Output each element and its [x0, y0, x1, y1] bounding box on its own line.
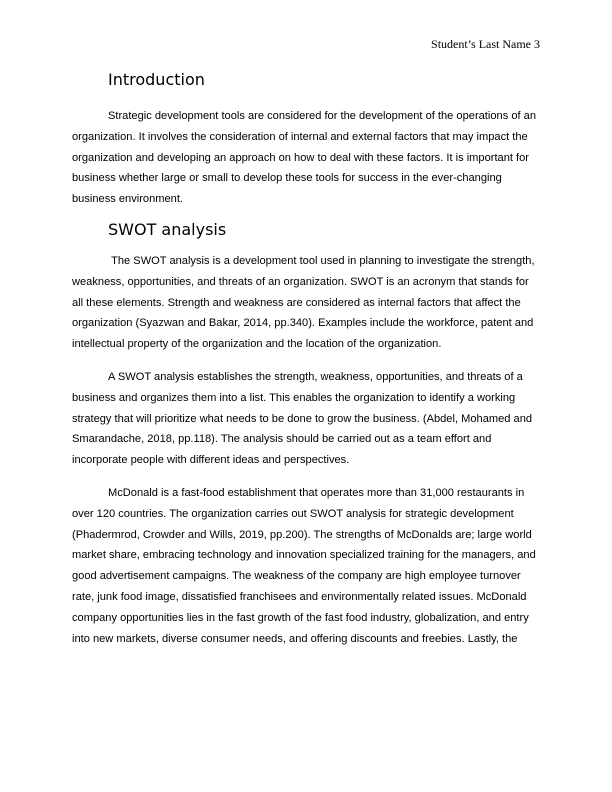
running-head: Student’s Last Name 3 — [431, 37, 540, 51]
paragraph: Strategic development tools are considered for the development of the operations of an organization. It involves the consideration of internal and external factors that may impact the organization and developing an approach on how to deal with these factors. It is important for business whether large or small to develop these tools for success in the ever-changing business environment. — [72, 110, 536, 206]
paragraph: McDonald is a fast-food establishment that operates more than 31,000 restaurants in over 120 countries. The organization carries out SWOT analysis for strategic development (Phadermrod, Crowder and Wills, 2019, pp.200). The strengths of McDonalds are; large world market share, embracing technology and innovation specialized training for the managers, and good advertisement campaigns. The weakness of the company are high employee turnover rate, junk food image, dissatisfied franchisees and environmentally related issues. McDonald company opportunities lies in the fast growth of the fast food industry, globalization, and entry into new markets, diverse consumer needs, and offering discounts and freebies. Lastly, the — [72, 486, 536, 645]
section-heading-swot-analysis: SWOT analysis — [108, 219, 227, 239]
paragraph: The SWOT analysis is a development tool used in planning to investigate the strength, weakness, opportunities, and threats of an organization. SWOT is an acronym that stands for all these elements. Strength and weakness are considered as internal factors that affect the organization (Syazwan and Bakar, 2014, pp.340). Examples include the workforce, patent and intellectual property of the organization and the location of the organization. — [72, 254, 538, 351]
document-body — [72, 68, 540, 649]
section-heading-introduction: Introduction — [108, 70, 205, 89]
paragraph: A SWOT analysis establishes the strength, weakness, opportunities, and threats of a business and organizes them into a list. This enables the organization to identify a working strategy that will prioritize what needs to be done to grow the business. (Abdel, Mohamed and Smarandache, 2018, pp.118). The analysis should be carried out as a team effort and incorporate people with different ideas and perspectives. — [72, 370, 533, 467]
